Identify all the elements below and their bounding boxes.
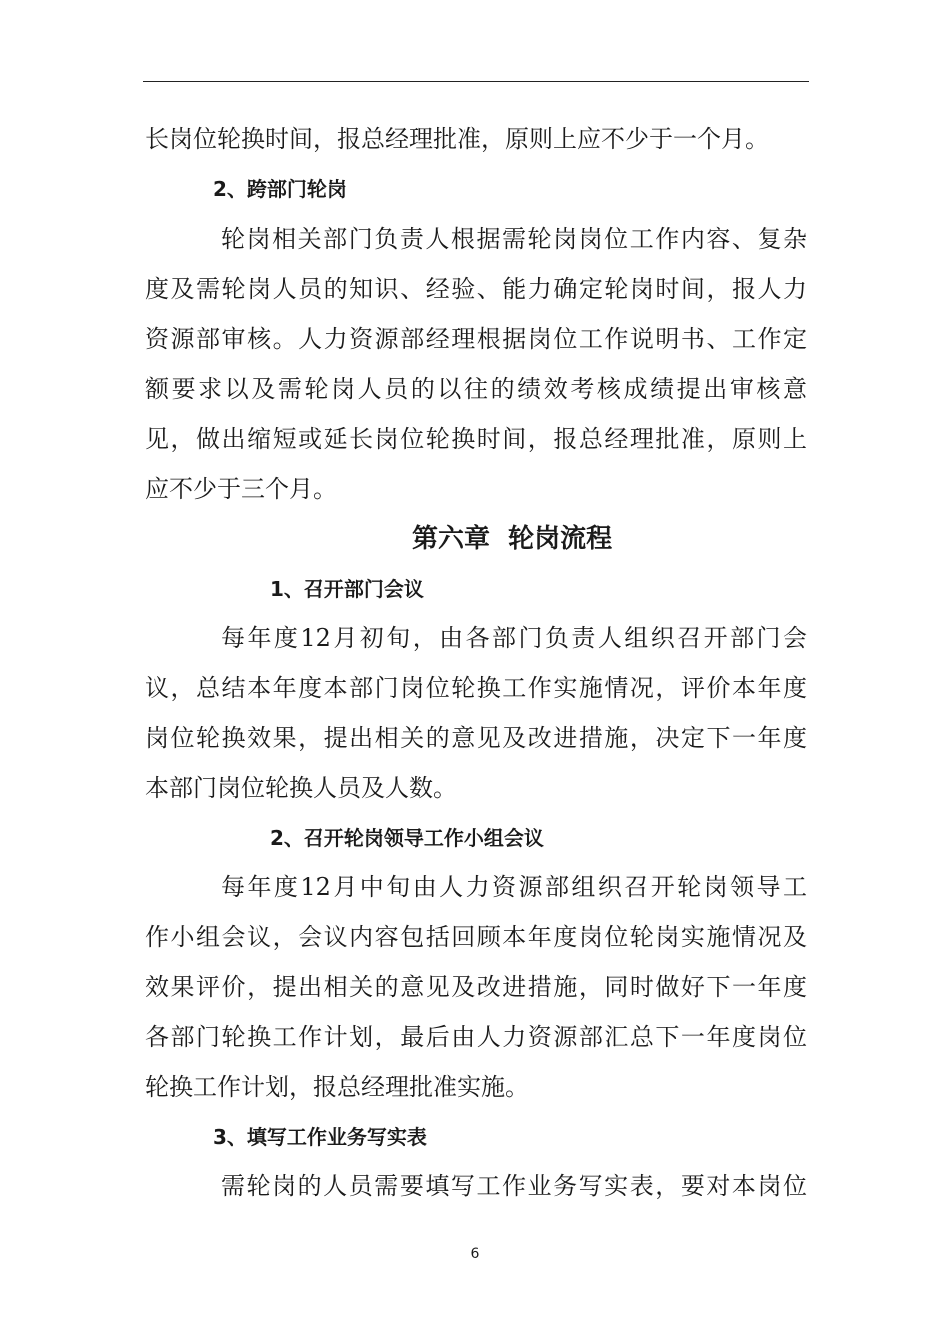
paragraph-line: 各部门轮换工作计划，最后由人力资源部汇总下一年度岗位 xyxy=(145,1023,807,1051)
paragraph-line: 度及需轮岗人员的知识、经验、能力确定轮岗时间，报人力 xyxy=(145,275,807,303)
chapter-title: 第六章 轮岗流程 xyxy=(412,524,613,554)
section-heading: 3、填写工作业务写实表 xyxy=(213,1125,427,1149)
paragraph-line: 每年度12月中旬由人力资源部组织召开轮岗领导工 xyxy=(221,873,807,901)
paragraph-line: 资源部审核。人力资源部经理根据岗位工作说明书、工作定 xyxy=(145,325,807,353)
paragraph-line: 额要求以及需轮岗人员的以往的绩效考核成绩提出审核意 xyxy=(145,375,807,403)
paragraph-line: 长岗位轮换时间，报总经理批准，原则上应不少于一个月。 xyxy=(145,125,769,153)
section-heading: 2、跨部门轮岗 xyxy=(213,177,347,201)
paragraph-line: 岗位轮换效果，提出相关的意见及改进措施，决定下一年度 xyxy=(145,724,807,752)
paragraph-line: 轮换工作计划，报总经理批准实施。 xyxy=(145,1073,529,1101)
paragraph-line: 效果评价，提出相关的意见及改进措施，同时做好下一年度 xyxy=(145,973,807,1001)
paragraph-line: 议，总结本年度本部门岗位轮换工作实施情况，评价本年度 xyxy=(145,674,807,702)
paragraph-line: 轮岗相关部门负责人根据需轮岗岗位工作内容、复杂 xyxy=(221,225,807,253)
section-heading: 1、召开部门会议 xyxy=(270,577,424,601)
page-number: 6 xyxy=(470,1246,480,1262)
paragraph-line: 需轮岗的人员需要填写工作业务写实表，要对本岗位 xyxy=(221,1172,807,1200)
paragraph-line: 每年度12月初旬，由各部门负责人组织召开部门会 xyxy=(221,624,807,652)
paragraph-line: 见，做出缩短或延长岗位轮换时间，报总经理批准，原则上 xyxy=(145,425,807,453)
section-heading: 2、召开轮岗领导工作小组会议 xyxy=(270,826,544,850)
paragraph-line: 作小组会议，会议内容包括回顾本年度岗位轮岗实施情况及 xyxy=(145,923,807,951)
paragraph-line: 应不少于三个月。 xyxy=(145,475,337,503)
paragraph-line: 本部门岗位轮换人员及人数。 xyxy=(145,774,457,802)
header-rule xyxy=(143,81,809,82)
